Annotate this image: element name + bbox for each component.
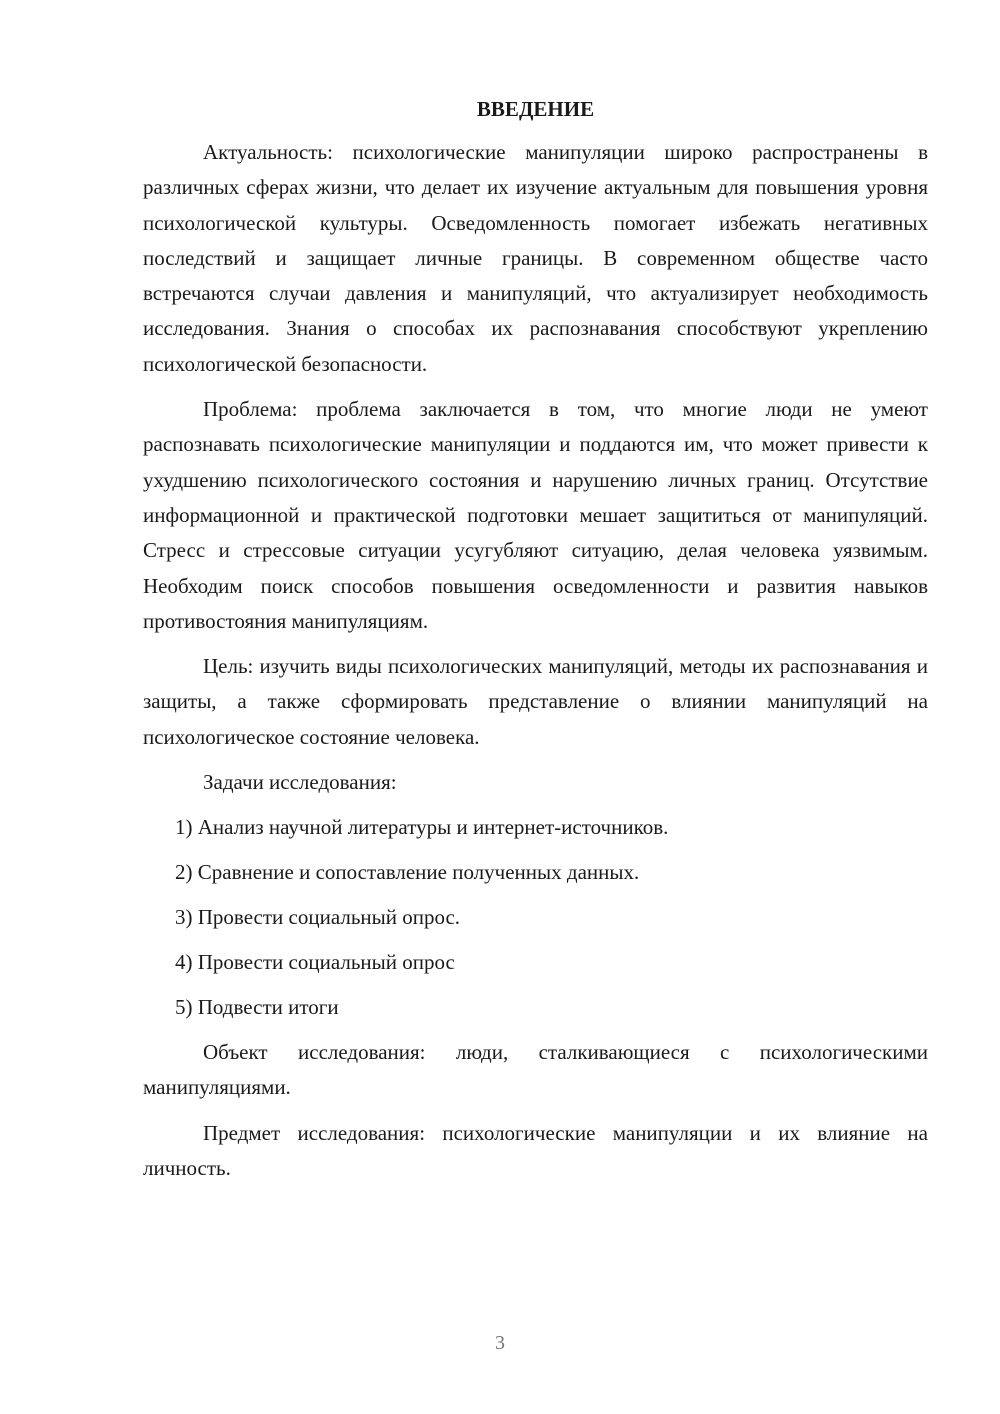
page-number: 3 xyxy=(495,1332,505,1354)
task-item: 1) Анализ научной литературы и интернет-источников. xyxy=(175,815,669,840)
subject-paragraph: Предмет исследования: психологические манипуляции и их влияние на личность. xyxy=(143,1120,928,1180)
goal-paragraph: Цель: изучить виды психологических манипуляций, методы их распознавания и защиты, а также сформировать представление о влиянии манипуляций на психологическое состояние человека. xyxy=(143,654,928,749)
document-page xyxy=(143,92,928,1196)
problem-paragraph: Проблема: проблема заключается в том, что многие люди не умеют распознавать психологические манипуляции и поддаются им, что может привести к ухудшению психологического состояния и нарушению личных границ. Отсутствие информационной и практической подготовки мешает защититься от манипуляций. Стресс и стрессовые ситуации усугубляют ситуацию, делая человека уязвимым. Необходим поиск способов повышения осведомленности и развития навыков противостояния манипуляциям. xyxy=(143,397,928,633)
tasks-heading: Задачи исследования: xyxy=(203,770,397,795)
task-item: 2) Сравнение и сопоставление полученных данных. xyxy=(175,860,640,885)
task-item: 4) Провести социальный опрос xyxy=(175,950,455,975)
page-title: ВВЕДЕНИЕ xyxy=(476,97,595,121)
relevance-paragraph: Актуальность: психологические манипуляции широко распространены в различных сферах жизни, что делает их изучение актуальным для повышения уровня психологической культуры. Осведомленность помогает избежать негативных последствий и защищает личные границы. В современном обществе часто встречаются случаи давления и манипуляций, что актуализирует необходимость исследования. Знания о способах их распознавания способствуют укреплению психологической безопасности. xyxy=(143,140,928,376)
task-item: 3) Провести социальный опрос. xyxy=(175,905,461,930)
object-paragraph: Объект исследования: люди, сталкивающиеся с психологическими манипуляциями. xyxy=(143,1040,928,1100)
task-item: 5) Подвести итоги xyxy=(175,995,339,1020)
